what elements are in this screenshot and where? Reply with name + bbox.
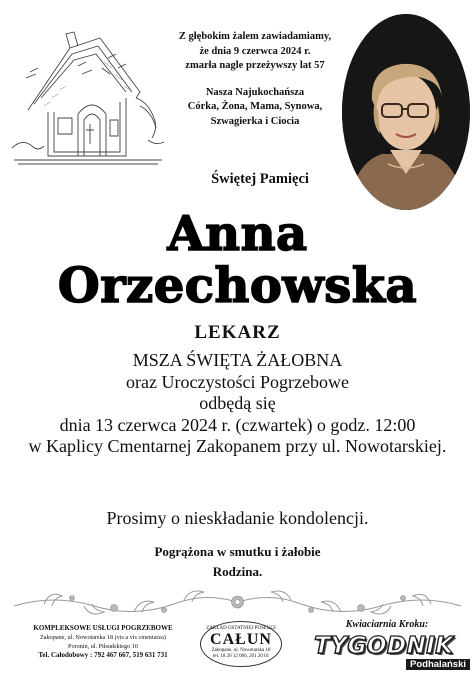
- mass-line-4: dnia 13 czerwca 2024 r. (czwartek) o godz. 12:00: [59, 414, 416, 435]
- funeral-home-name: KOMPLEKSOWE USŁUGI POGRZEBOWE: [33, 624, 173, 632]
- mass-line-2: oraz Uroczystości Pogrzebowe: [126, 371, 349, 392]
- announcement-text: [162, 30, 348, 129]
- tygodnik-title: TYGODNIK: [314, 633, 454, 659]
- intro-line-4: Nasza Najukochańsza: [205, 86, 305, 98]
- chapel-illustration: [8, 28, 168, 168]
- deceased-first-name: Anna: [167, 206, 308, 262]
- mourners-signature: [0, 542, 475, 582]
- floral-ornament: [14, 584, 461, 620]
- intro-line-6: Szwagierka i Ciocia: [210, 115, 300, 127]
- funeral-home-address-1: Zakopane, ul. Nowotarska 18 (vis a vis cmentarza): [40, 634, 166, 641]
- intro-line-5: Córka, Żona, Mama, Synowa,: [187, 101, 323, 112]
- deceased-profession: LEKARZ: [194, 322, 281, 343]
- portrait-photo: [342, 14, 470, 210]
- deceased-last-name: Orzechowska: [57, 258, 418, 314]
- calun-logo: [200, 621, 282, 667]
- funeral-home-phone: Tel. Całodobowy : 792 467 667, 519 631 731: [38, 651, 168, 659]
- mass-line-3: odbędą się: [199, 393, 276, 413]
- tygodnik-logo: [296, 627, 472, 670]
- florist-label: Kwiaciarnia Kroku:: [345, 619, 429, 630]
- in-memory-heading: Świętej Pamięci: [211, 171, 309, 187]
- mass-line-5: w Kaplicy Cmentarnej Zakopanem przy ul. Nowotarskiej.: [28, 436, 447, 456]
- funeral-mass-details: [0, 350, 475, 458]
- calun-brand: CAŁUN: [210, 631, 272, 648]
- intro-line-2: że dnia 9 czerwca 2024 r.: [199, 45, 311, 57]
- tygodnik-subtitle: Podhalański: [406, 659, 470, 670]
- calun-line-2: tel. 18 20 12 000, 201 20 01: [212, 654, 270, 659]
- mourners-line-2: Rodzina.: [212, 564, 263, 579]
- funeral-home-info: [8, 624, 198, 660]
- funeral-home-address-2: Poronin, ul. Piłsudskiego 10: [68, 643, 138, 650]
- calun-top-text: ZAKŁAD OSTATNIEJ POSŁUGI: [206, 626, 276, 631]
- mass-line-1: MSZA ŚWIĘTA ŻAŁOBNA: [132, 350, 343, 370]
- calun-line-1: Zakopane, ul. Nowotarska 18: [211, 648, 271, 653]
- condolences-request: Prosimy o nieskładanie kondolencji.: [106, 508, 369, 528]
- intro-line-3: zmarła nagle przeżywszy lat 57: [185, 60, 325, 71]
- intro-line-1: Z głębokim żalem zawiadamiamy,: [178, 31, 332, 42]
- mourners-line-1: Pogrążona w smutku i żałobie: [154, 544, 321, 559]
